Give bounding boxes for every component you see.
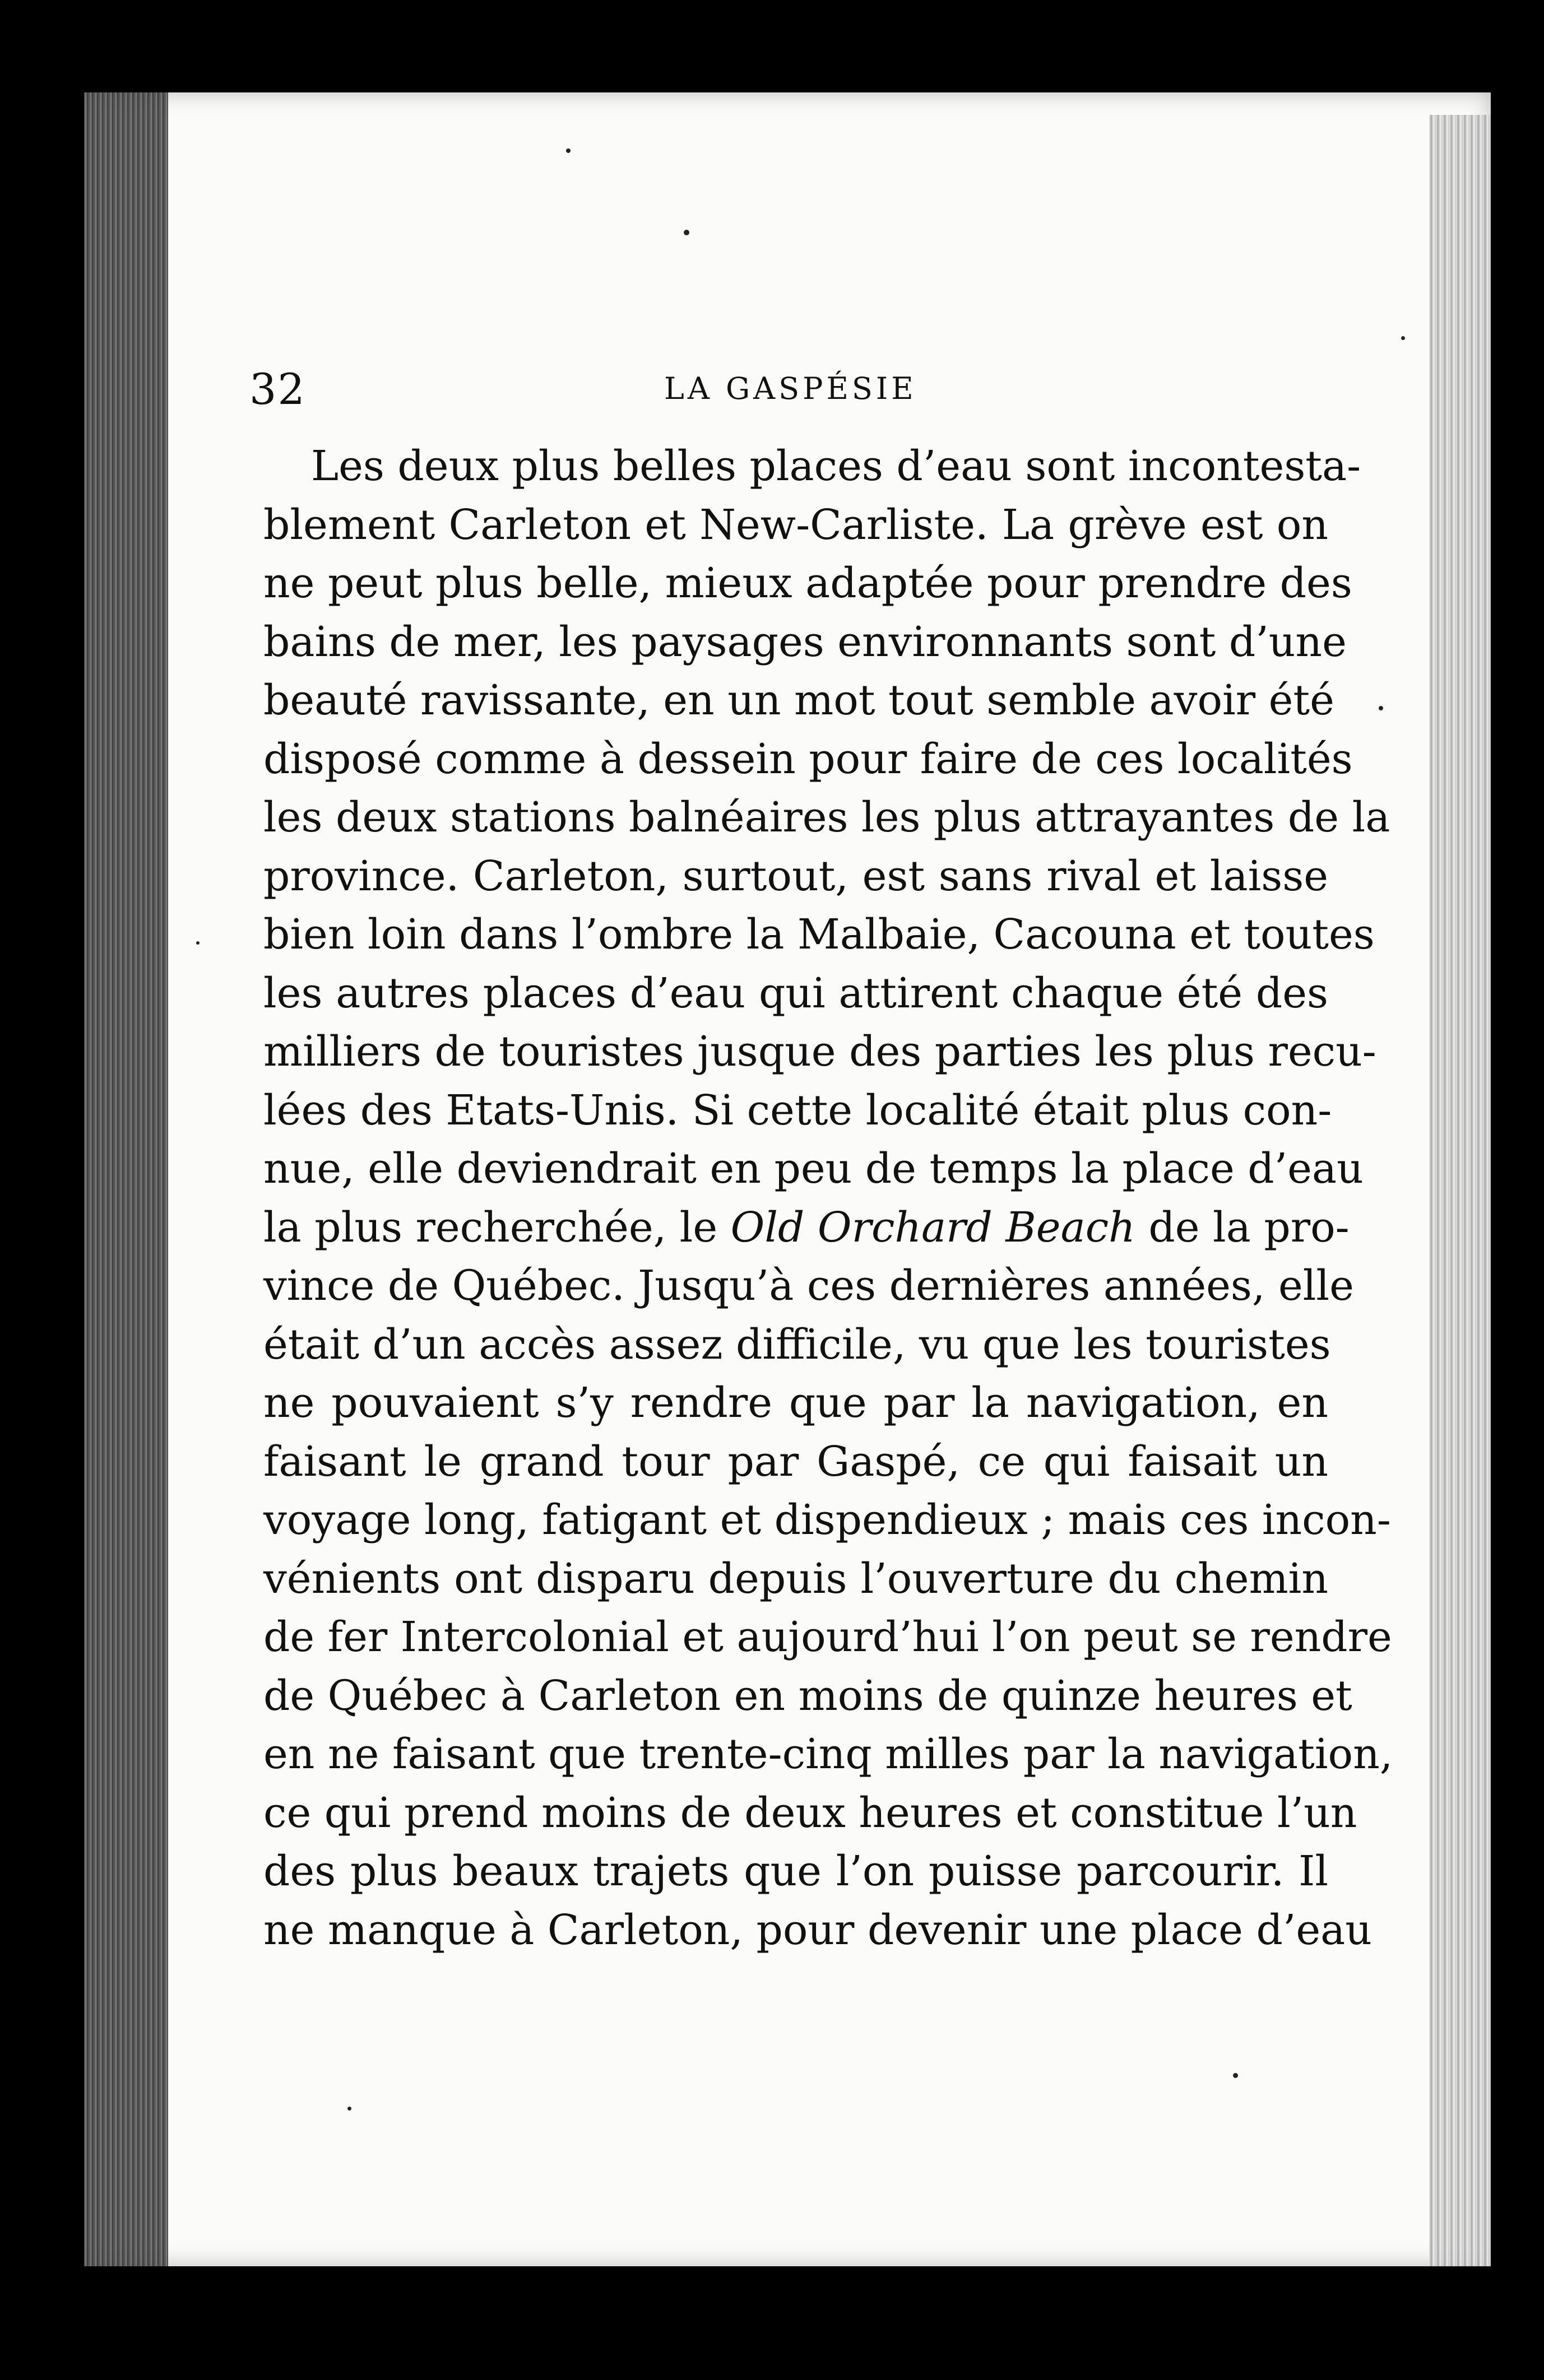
body-text	[263, 437, 1393, 1959]
text-line: bien loin dans l’ombre la Malbaie, Cacouna et toutes	[263, 910, 1375, 959]
text-line: disposé comme à dessein pour faire de ces localités	[263, 735, 1353, 783]
text-line: nue, elle deviendrait en peu de temps la place d’eau	[263, 1145, 1364, 1193]
text-line: blement Carleton et New-Carliste. La grève est on	[263, 500, 1328, 549]
scan-speck	[347, 2107, 351, 2111]
page-fore-edge	[1429, 115, 1491, 2266]
text-line: ne peut plus belle, mieux adaptée pour prendre des	[263, 559, 1352, 607]
scan-speck	[1379, 706, 1383, 710]
text-line-with-italic	[263, 1198, 1350, 1257]
scan-speck	[566, 148, 571, 153]
text-line: ne pouvaient s’y rendre que par la navigation, en	[263, 1379, 1328, 1427]
text-line: lées des Etats-Unis. Si cette localité était plus con-	[263, 1086, 1332, 1135]
text-line: province. Carleton, surtout, est sans rival et laisse	[263, 852, 1328, 900]
line-tail: de la pro-	[1148, 1203, 1350, 1252]
page-number: 32	[249, 364, 306, 414]
scan-speck	[684, 230, 689, 235]
text-line: milliers de touristes jusque des parties les plus recu-	[263, 1028, 1376, 1076]
italic-place-name: Old Orchard Beach	[730, 1203, 1135, 1252]
scan-speck	[196, 941, 200, 945]
text-line: les deux stations balnéaires les plus attrayantes de la	[263, 793, 1390, 842]
page-gutter-edge	[84, 92, 168, 2266]
text-line: ne manque à Carleton, pour devenir une place d’eau	[263, 1905, 1372, 1954]
line-head: la plus recherchée, le	[263, 1203, 718, 1252]
text-line: faisant le grand tour par Gaspé, ce qui faisait un	[263, 1437, 1328, 1486]
text-line: voyage long, fatigant et dispendieux ; mais ces incon-	[263, 1496, 1391, 1544]
text-line: des plus beaux trajets que l’on puisse parcourir. Il	[263, 1847, 1328, 1895]
page-header	[249, 364, 1342, 426]
text-line: vince de Québec. Jusqu’à ces dernières années, elle	[263, 1262, 1354, 1310]
text-line: en ne faisant que trente-cinq milles par la navigation,	[263, 1730, 1393, 1778]
text-line: beauté ravissante, en un mot tout semble avoir été	[263, 676, 1334, 724]
running-head: LA GASPÉSIE	[664, 371, 917, 406]
text-line: de Québec à Carleton en moins de quinze heures et	[263, 1671, 1352, 1720]
text-line: était d’un accès assez difficile, vu que les touristes	[263, 1320, 1331, 1369]
text-line: ce qui prend moins de deux heures et constitue l’un	[263, 1788, 1357, 1837]
scan-speck	[1233, 2073, 1238, 2078]
text-line: de fer Intercolonial et aujourd’hui l’on peut se rendre	[263, 1613, 1392, 1661]
text-line: Les deux plus belles places d’eau sont incontesta-	[311, 442, 1361, 490]
text-line: les autres places d’eau qui attirent chaque été des	[263, 969, 1328, 1017]
text-line: vénients ont disparu depuis l’ouverture du chemin	[263, 1554, 1328, 1603]
text-line: bains de mer, les paysages environnants sont d’une	[263, 617, 1347, 666]
scan-speck	[1401, 336, 1405, 340]
